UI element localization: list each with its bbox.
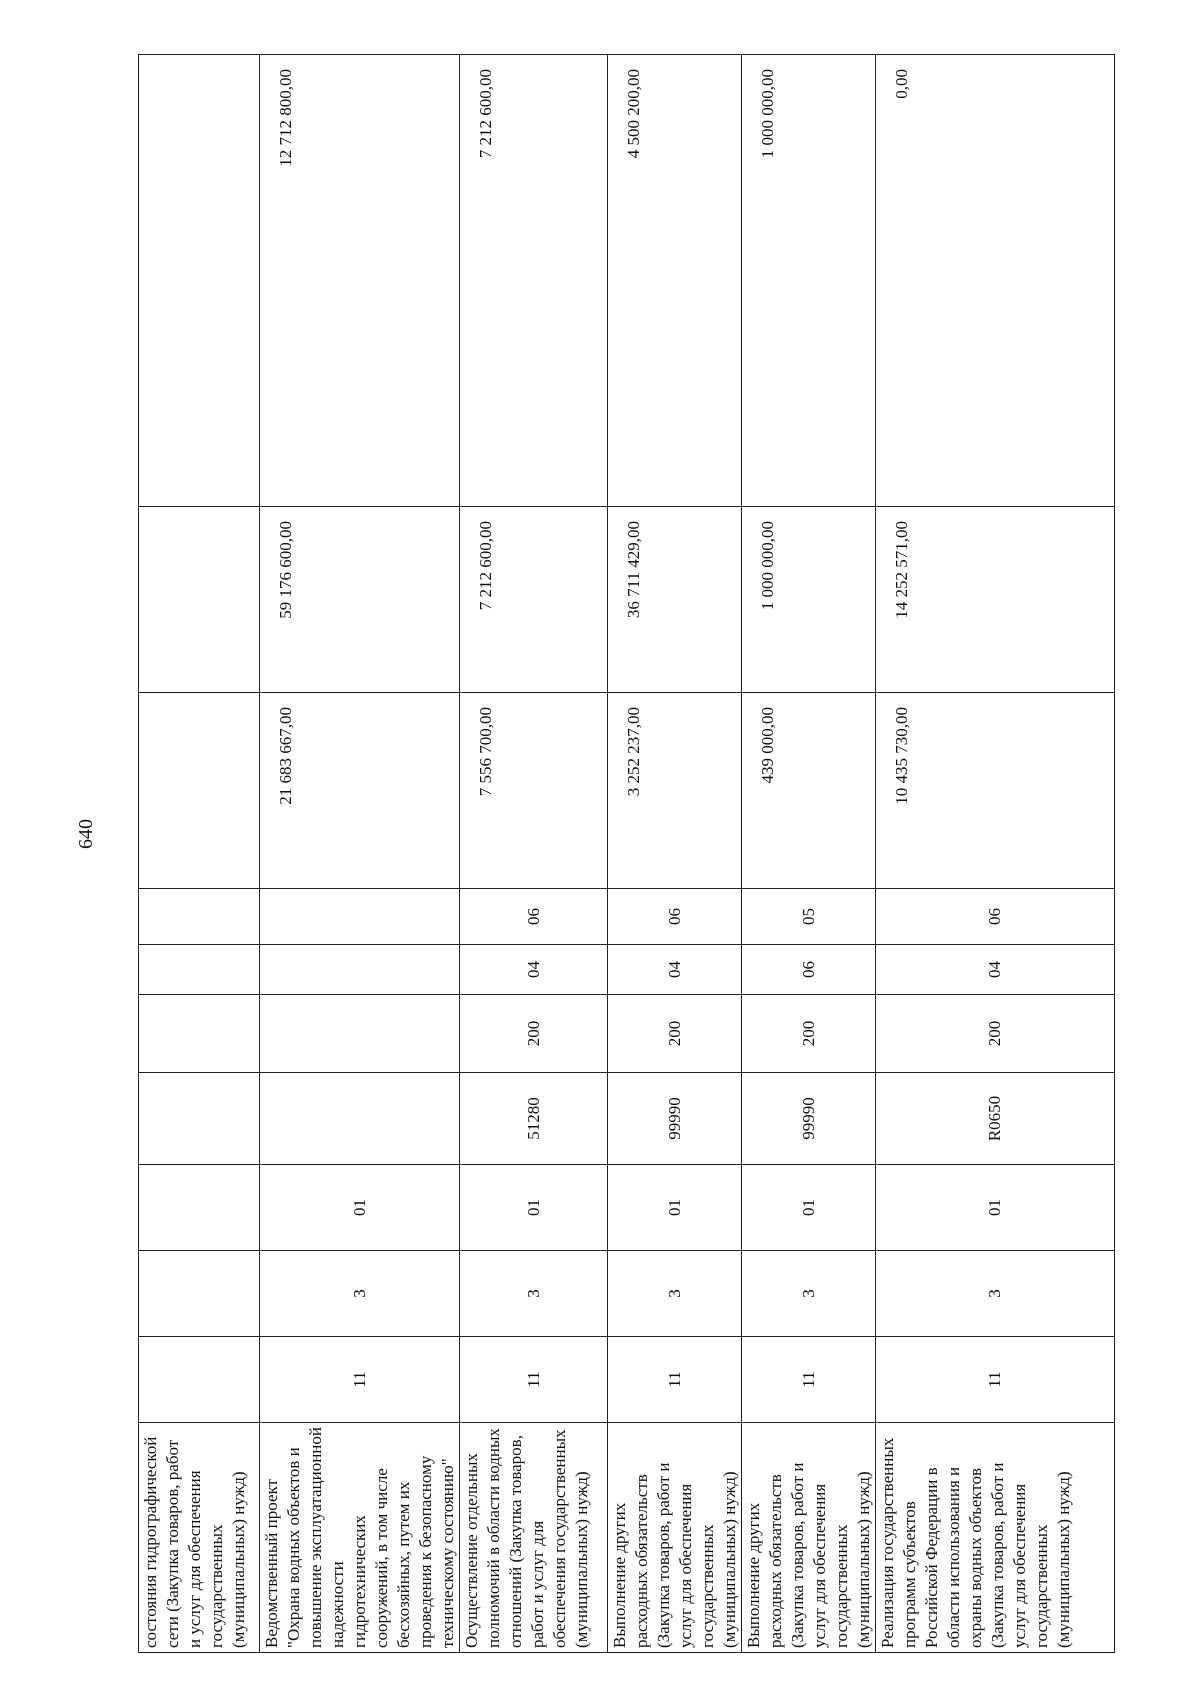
ministry-code: 11 (742, 1337, 876, 1423)
subsection-code (139, 1165, 260, 1251)
expense-type-code: 200 (742, 995, 876, 1073)
expense-type-code: 200 (876, 995, 1115, 1073)
section-code: 3 (460, 1251, 608, 1337)
amount-year-1: 21 683 667,00 (260, 693, 460, 889)
page-number: 640 (75, 819, 97, 849)
table-row (608, 55, 742, 1653)
code-a (260, 945, 460, 995)
amount-year-1: 439 000,00 (742, 693, 876, 889)
amount-year-1: 7 556 700,00 (460, 693, 608, 889)
table-row (742, 55, 876, 1653)
row-description: Выполнение других расходных обязательств (Закупка товаров, работ и услуг для обеспечения государственных (муниципальных) нужд) (608, 1423, 742, 1653)
section-code (139, 1251, 260, 1337)
subsection-code: 01 (608, 1165, 742, 1251)
target-code: 99990 (608, 1073, 742, 1165)
subsection-code: 01 (742, 1165, 876, 1251)
code-b: 06 (608, 889, 742, 945)
row-description: Реализация государственных программ субъектов Российской Федерации в области использования и охраны водных объектов (Закупка товаров, работ и услуг для обеспечения государственных (муниципальных) нужд) (876, 1423, 1115, 1653)
section-code: 3 (260, 1251, 460, 1337)
code-b: 06 (460, 889, 608, 945)
amount-year-2: 1 000 000,00 (742, 507, 876, 693)
amount-year-1 (139, 693, 260, 889)
ministry-code: 11 (876, 1337, 1115, 1423)
code-b: 05 (742, 889, 876, 945)
amount-year-1: 3 252 237,00 (608, 693, 742, 889)
budget-table (138, 54, 1115, 1653)
section-code: 3 (742, 1251, 876, 1337)
amount-year-2: 36 711 429,00 (608, 507, 742, 693)
table-row (460, 55, 608, 1653)
target-code (139, 1073, 260, 1165)
expense-type-code: 200 (460, 995, 608, 1073)
row-description: Выполнение других расходных обязательств (Закупка товаров, работ и услуг для обеспечения государственных (муниципальных) нужд) (742, 1423, 876, 1653)
target-code: 51280 (460, 1073, 608, 1165)
ministry-code: 11 (608, 1337, 742, 1423)
row-description: Осуществление отдельных полномочий в области водных отношений (Закупка товаров, работ и услуг для обеспечения государственных (муниципальных) нужд) (460, 1423, 608, 1653)
amount-year-2: 59 176 600,00 (260, 507, 460, 693)
subsection-code: 01 (876, 1165, 1115, 1251)
code-a: 04 (876, 945, 1115, 995)
code-a: 04 (608, 945, 742, 995)
section-code: 3 (608, 1251, 742, 1337)
table-row (876, 55, 1115, 1653)
target-code (260, 1073, 460, 1165)
expense-type-code (260, 995, 460, 1073)
table-row (139, 55, 260, 1653)
code-b (260, 889, 460, 945)
amount-year-3: 4 500 200,00 (608, 55, 742, 507)
target-code: 99990 (742, 1073, 876, 1165)
ministry-code: 11 (260, 1337, 460, 1423)
ministry-code (139, 1337, 260, 1423)
subsection-code: 01 (260, 1165, 460, 1251)
amount-year-2: 14 252 571,00 (876, 507, 1115, 693)
amount-year-3: 12 712 800,00 (260, 55, 460, 507)
section-code: 3 (876, 1251, 1115, 1337)
expense-type-code: 200 (608, 995, 742, 1073)
amount-year-3: 1 000 000,00 (742, 55, 876, 507)
code-a: 06 (742, 945, 876, 995)
amount-year-2: 7 212 600,00 (460, 507, 608, 693)
table-row (260, 55, 460, 1653)
amount-year-2 (139, 507, 260, 693)
code-a (139, 945, 260, 995)
expense-type-code (139, 995, 260, 1073)
amount-year-3: 7 212 600,00 (460, 55, 608, 507)
amount-year-1: 10 435 730,00 (876, 693, 1115, 889)
amount-year-3 (139, 55, 260, 507)
ministry-code: 11 (460, 1337, 608, 1423)
code-b: 06 (876, 889, 1115, 945)
row-description: состояния гидрографической сети (Закупка товаров, работ и услуг для обеспечения государственных (муниципальных) нужд) (139, 1423, 260, 1653)
target-code: R0650 (876, 1073, 1115, 1165)
code-a: 04 (460, 945, 608, 995)
rotated-table-container (138, 55, 1073, 1653)
amount-year-3: 0,00 (876, 55, 1115, 507)
row-description: Ведомственный проект "Охрана водных объектов и повышение эксплуатационной надежности гидротехнических сооружений, в том числе бесхозяйных, путем их проведения к безопасному техническому состоянию" (260, 1423, 460, 1653)
code-b (139, 889, 260, 945)
subsection-code: 01 (460, 1165, 608, 1251)
